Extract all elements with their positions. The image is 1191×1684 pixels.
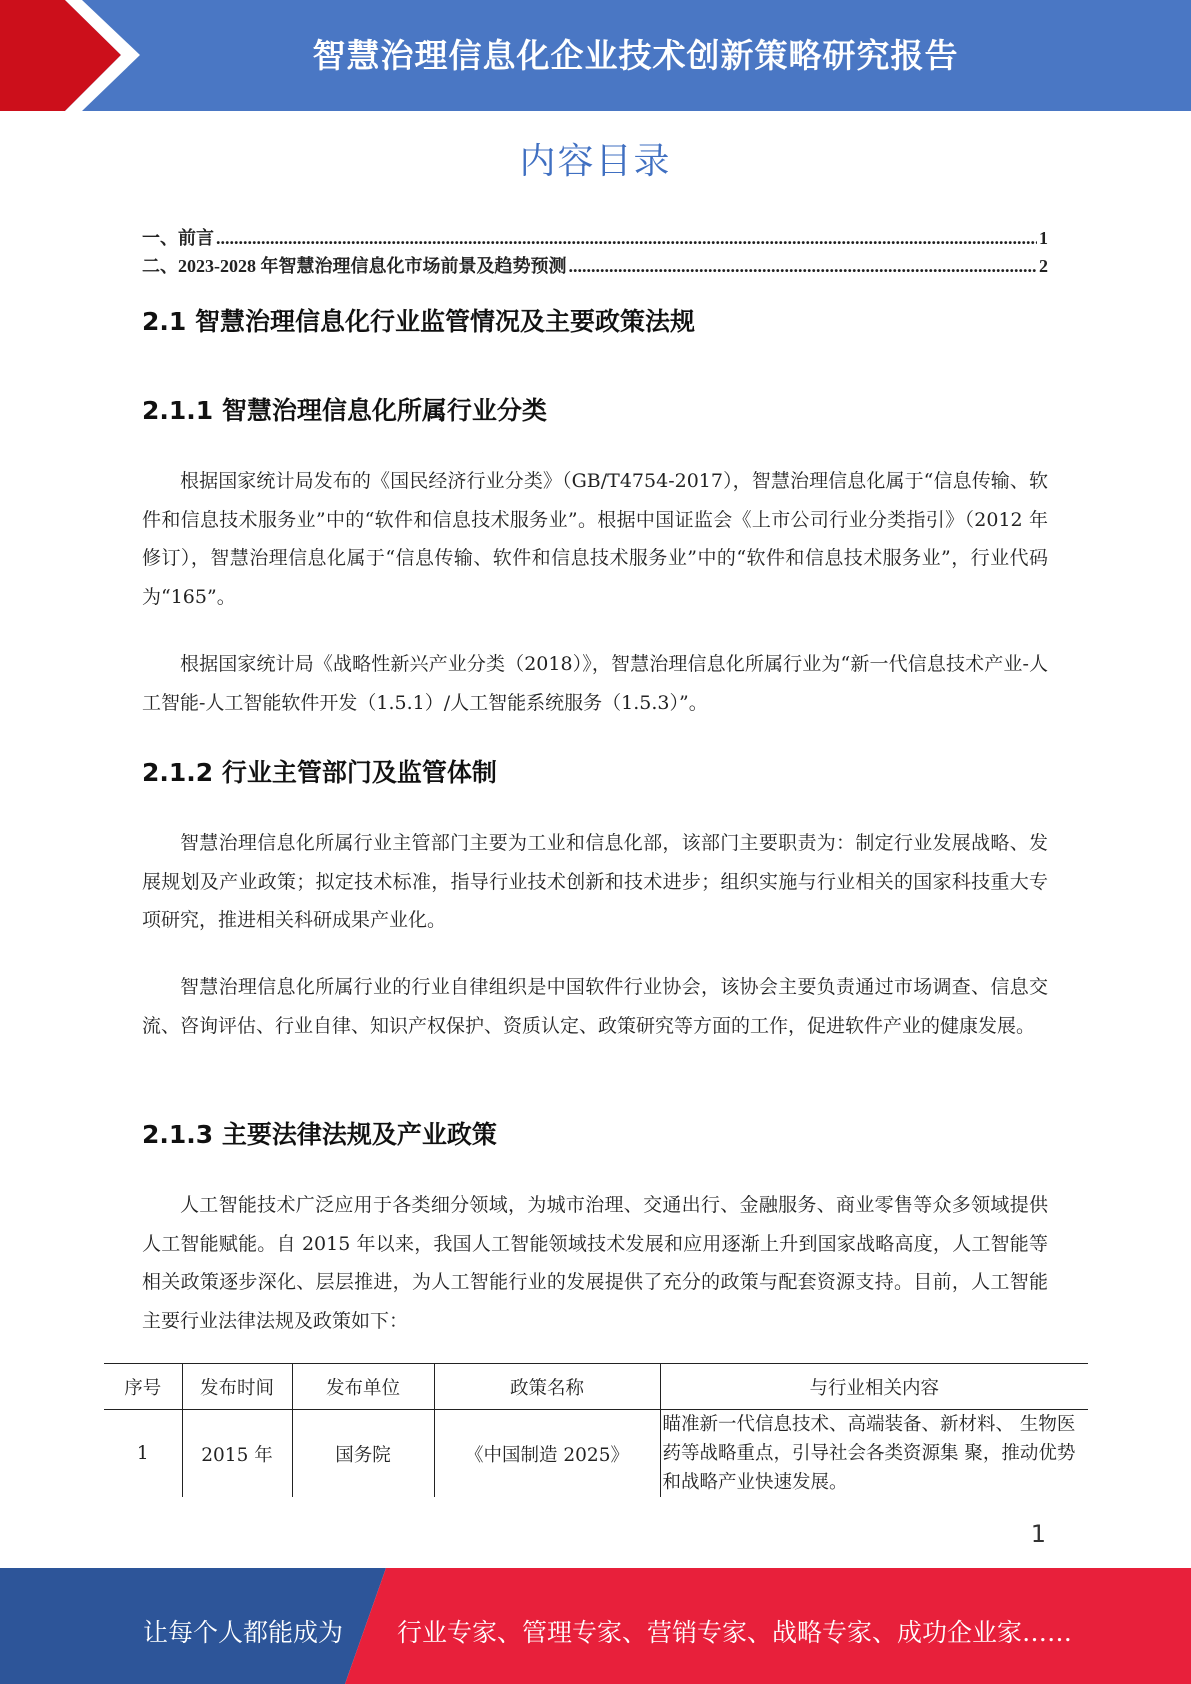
column-header-no: 序号 <box>104 1364 182 1410</box>
toc-leader-dots <box>569 256 1038 277</box>
paragraph-industry-classification: 根据国家统计局发布的《国民经济行业分类》（GB/T4754-2017），智慧治理信息化属于“信息传输、软件和信息技术服务业”中的“软件和信息技术服务业”。根据中国证监会《上市公司行业分类指引》（2012 年修订），智慧治理信息化属于“信息传输、软件和信息技术服务业”中的“软件和信息技术服务业”，行业代码为“165”。 <box>142 470 1048 608</box>
cell-issuer: 国务院 <box>292 1410 434 1498</box>
footer-slogan-left: 让每个人都能成为 <box>143 1618 344 1647</box>
section-heading-2-1-3: 2.1.3 主要法律法规及产业政策 <box>142 1120 497 1149</box>
paragraph-policy-overview: 人工智能技术广泛应用于各类细分领域，为城市治理、交通出行、金融服务、商业零售等众多领域提供人工智能赋能。自 2015 年以来，我国人工智能领域技术发展和应用逐渐上升到国家战略高度，人工智能等相关政策逐步深化、层层推进，为人工智能行业的发展提供了充分的政策与配套资源支持。目前，人工智能主要行业法律法规及政策如下： <box>142 1194 1048 1332</box>
toc-item-label: 一、前言 <box>142 228 214 248</box>
cell-content: 瞄准新一代信息技术、高端装备、新材料、 生物医药等战略重点，引导社会各类资源集 聚，推动优势和战略产业快速发展。 <box>660 1410 1088 1498</box>
footer-banner <box>0 1568 1191 1684</box>
paragraph-self-regulatory-org: 智慧治理信息化所属行业的行业自律组织是中国软件行业协会，该协会主要负责通过市场调查、信息交流、咨询评估、行业自律、知识产权保护、资质认定、政策研究等方面的工作，促进软件产业的健康发展。 <box>142 976 1048 1037</box>
column-header-content: 与行业相关内容 <box>660 1364 1088 1410</box>
cell-policy-name: 《中国制造 2025》 <box>434 1410 660 1498</box>
header-banner <box>0 0 1191 111</box>
table-of-contents <box>142 224 1048 280</box>
toc-item-market-forecast[interactable] <box>142 252 1048 280</box>
page-number: 1 <box>1030 1520 1046 1548</box>
table-row <box>104 1410 1088 1498</box>
toc-leader-dots <box>216 228 1037 249</box>
column-header-date: 发布时间 <box>182 1364 292 1410</box>
column-header-policy-name: 政策名称 <box>434 1364 660 1410</box>
toc-item-page: 2 <box>1039 256 1048 276</box>
section-heading-2-1: 2.1 智慧治理信息化行业监管情况及主要政策法规 <box>142 307 695 336</box>
toc-item-label: 二、2023-2028 年智慧治理信息化市场前景及趋势预测 <box>142 256 567 276</box>
section-heading-2-1-1: 2.1.1 智慧治理信息化所属行业分类 <box>142 396 547 425</box>
cell-no: 1 <box>136 1443 149 1464</box>
report-title: 智慧治理信息化企业技术创新策略研究报告 <box>312 36 959 75</box>
section-heading-2-1-2: 2.1.2 行业主管部门及监管体制 <box>142 758 497 787</box>
toc-item-preface[interactable] <box>142 224 1048 252</box>
cell-date: 2015 年 <box>182 1410 292 1498</box>
red-chevron-decoration <box>0 0 150 111</box>
paragraph-regulator: 智慧治理信息化所属行业主管部门主要为工业和信息化部，该部门主要职责为：制定行业发展战略、发展规划及产业政策；拟定技术标准，指导行业技术创新和技术进步；组织实施与行业相关的国家科技重大专项研究，推进相关科研成果产业化。 <box>142 832 1048 931</box>
paragraph-strategic-classification: 根据国家统计局《战略性新兴产业分类（2018）》，智慧治理信息化所属行业为“新一代信息技术产业-人工智能-人工智能软件开发（1.5.1）/人工智能系统服务（1.5.3）”。 <box>142 653 1048 714</box>
footer-slogan-right: 行业专家、管理专家、营销专家、战略专家、成功企业家…… <box>397 1618 1073 1647</box>
column-header-issuer: 发布单位 <box>292 1364 434 1410</box>
toc-item-page: 1 <box>1039 228 1048 248</box>
policy-table <box>104 1363 1088 1497</box>
toc-title: 内容目录 <box>519 141 672 182</box>
table-header-row <box>104 1364 1088 1410</box>
